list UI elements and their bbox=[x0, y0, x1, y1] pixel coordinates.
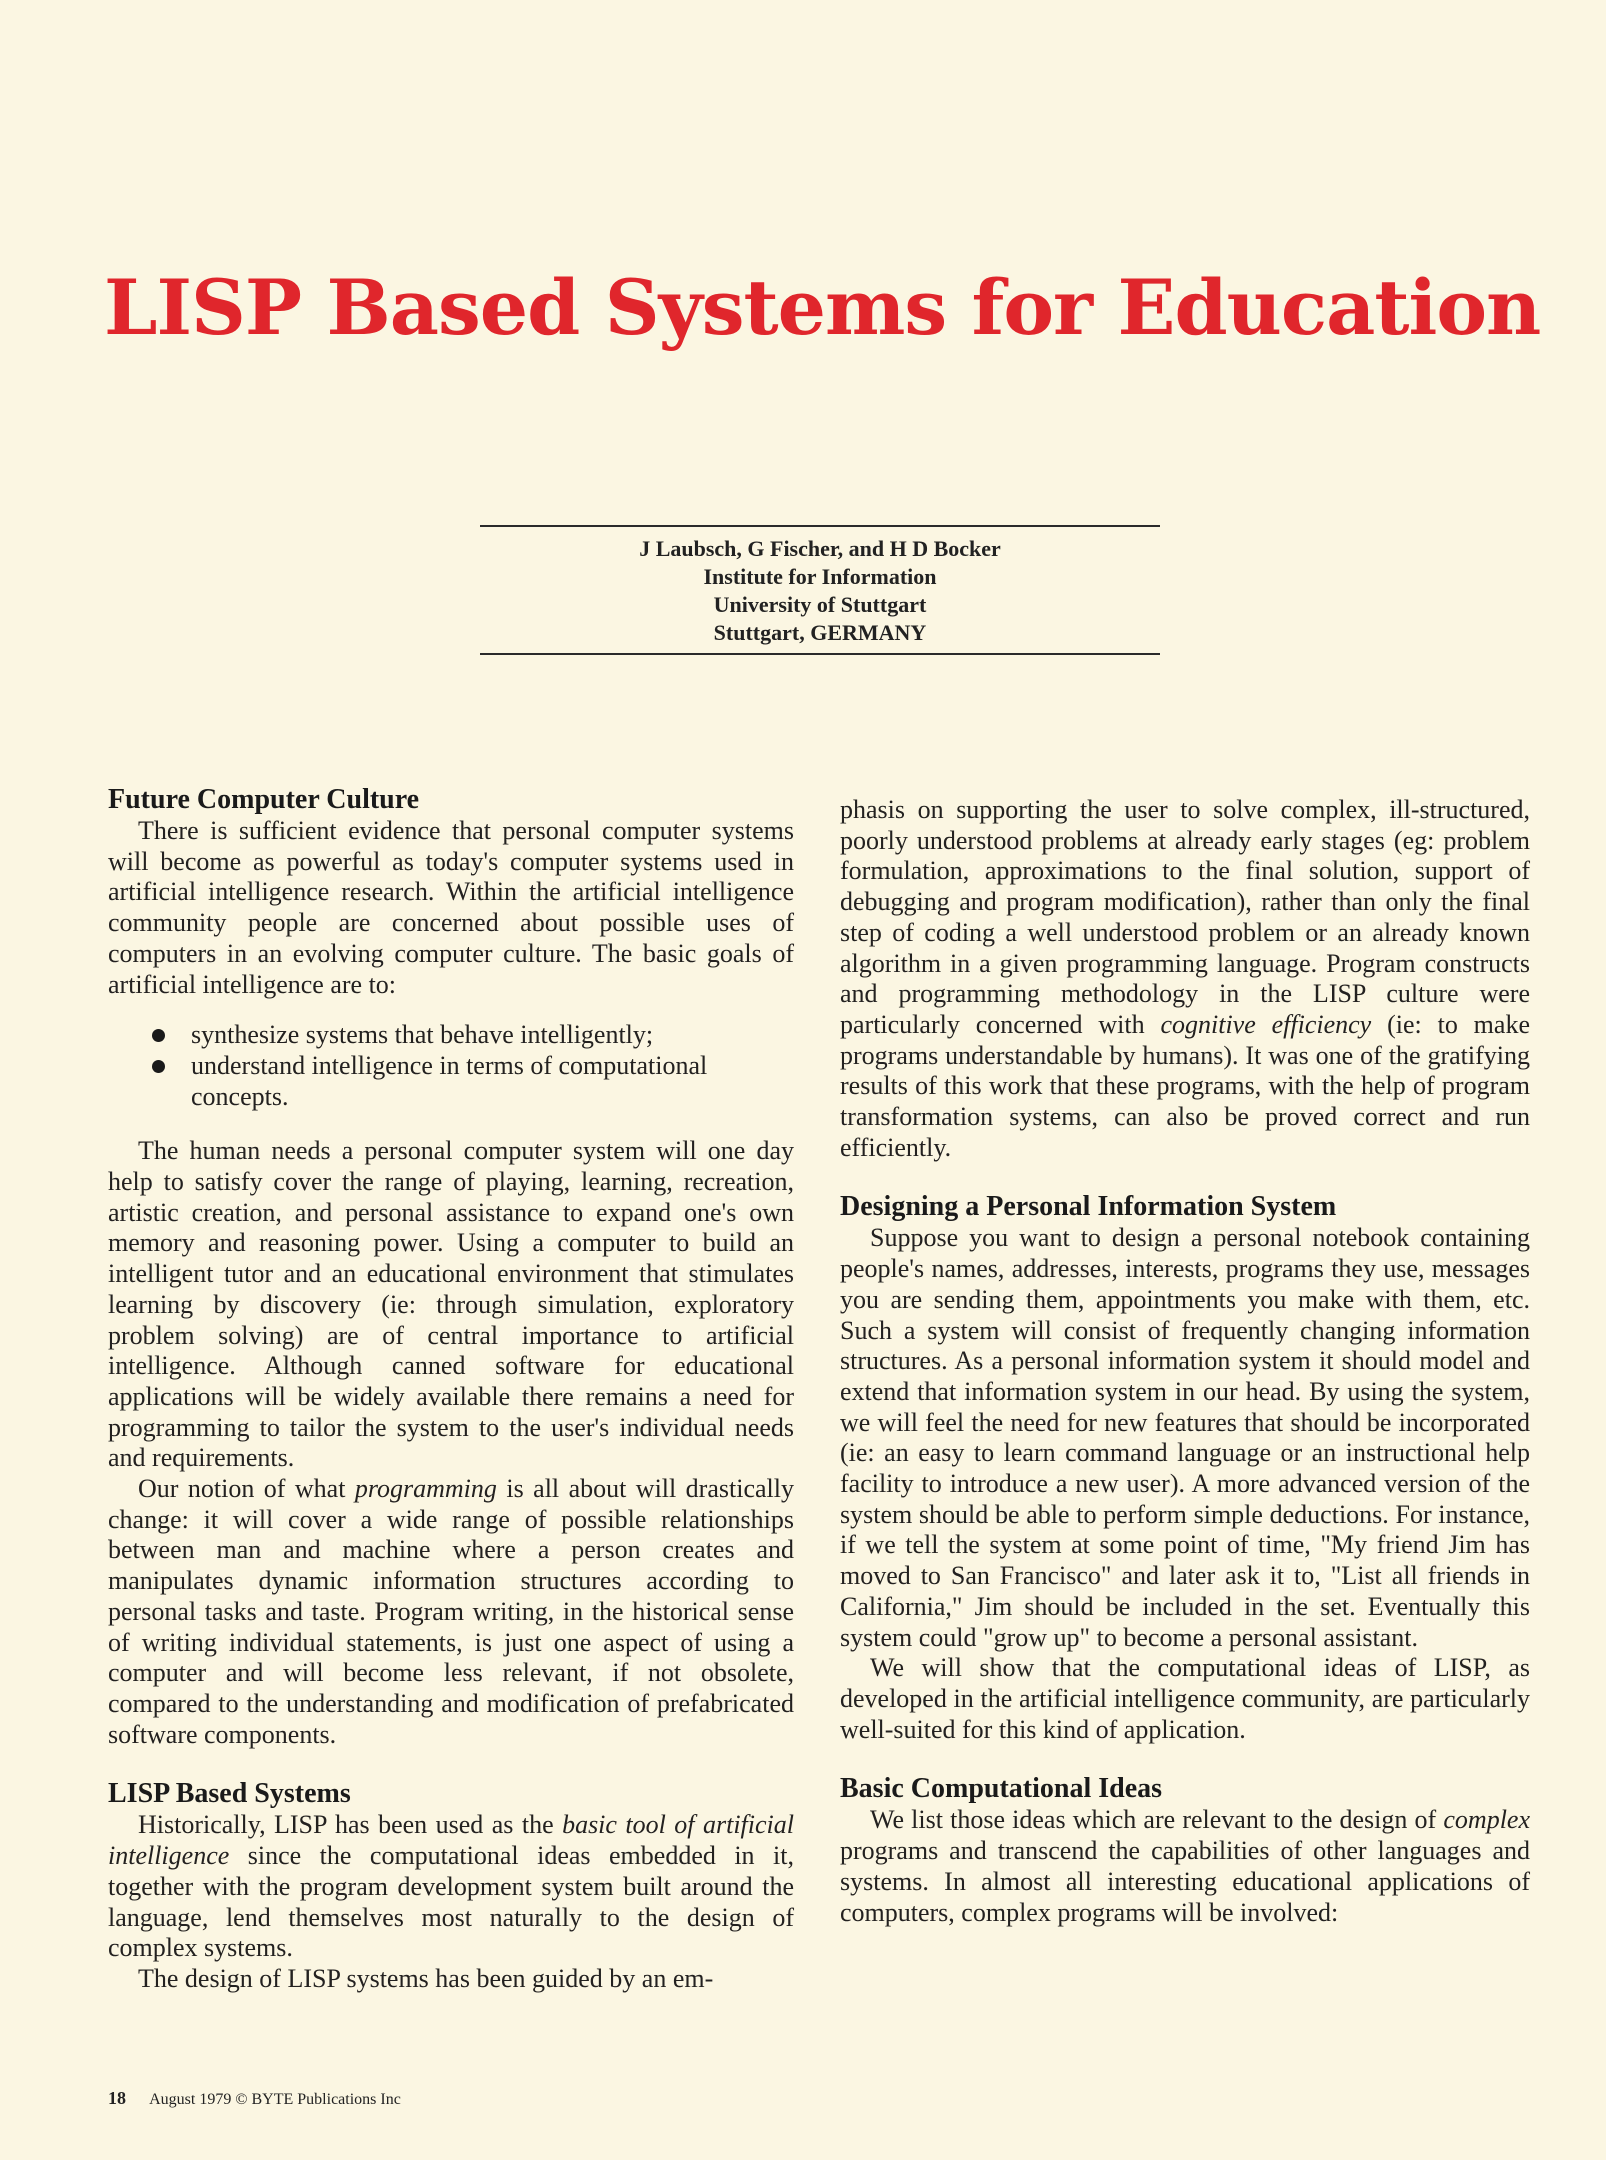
section-heading-basic-computational-ideas: Basic Computational Ideas bbox=[840, 1773, 1163, 1805]
bullet-icon bbox=[152, 1060, 165, 1073]
text-run: We list those ideas which are relevant to the design of bbox=[870, 1805, 1444, 1835]
text-run: Historically, LISP has been used as the bbox=[138, 1810, 563, 1840]
paragraph: The design of LISP systems has been guided by an em- bbox=[138, 1963, 714, 1993]
list-item bbox=[108, 1020, 794, 1051]
page-footer bbox=[108, 2088, 401, 2109]
byline-location: Stuttgart, GERMANY bbox=[713, 620, 927, 645]
right-column bbox=[840, 795, 1530, 1928]
article-title: LISP Based Systems for Education bbox=[104, 263, 1541, 352]
section-heading-lisp-based-systems: LISP Based Systems bbox=[108, 1778, 351, 1810]
byline-authors: J Laubsch, G Fischer, and H D Bocker bbox=[639, 536, 1001, 561]
paragraph bbox=[108, 1810, 794, 1964]
paragraph bbox=[840, 795, 1530, 1163]
text-run: is all about will drastically change: it will cover a wide range of possible relationships between man and machine where a person creates and manipulates dynamic information structures according to personal tasks and taste. Program writing, in the historical sense of writing individual statements, is just one aspect of using a computer and will become less relevant, if not obsolete, compared to the understanding and modification of prefabricated software components. bbox=[108, 1474, 794, 1749]
paragraph: The human needs a personal computer system will one day help to satisfy cover the range of playing, learning, recreation, artistic creation, and personal assistance to expand one's own memory and reasoning power. Using a computer to build an intelligent tutor and an educational environment that stimulates learning by discovery (ie: through simulation, exploratory problem solving) are of central importance to artificial intelligence. Although canned software for educational applications will be widely available there remains a need for programming to tailor the system to the user's individual needs and requirements. bbox=[108, 1136, 794, 1473]
emphasis-text: cognitive efficiency bbox=[1160, 1009, 1372, 1039]
list-item bbox=[108, 1051, 794, 1112]
list-item-text: understand intelligence in terms of computational concepts. bbox=[191, 1050, 708, 1111]
left-column bbox=[108, 784, 794, 1995]
paragraph: There is sufficient evidence that personal computer systems will become as powerful as today's computer systems used in artificial intelligence research. Within the artificial intelligence community people are concerned about possible uses of computers in an evolving computer culture. The basic goals of artificial intelligence are to: bbox=[108, 816, 794, 999]
byline-university: University of Stuttgart bbox=[713, 592, 927, 617]
paragraph: We will show that the computational ideas of LISP, as developed in the artificial intelligence community, are particularly well-suited for this kind of application. bbox=[840, 1653, 1530, 1744]
emphasis-text: basic tool of artificial intelligence bbox=[108, 1810, 794, 1871]
byline-block bbox=[480, 525, 1160, 655]
section-heading-personal-information-system: Designing a Personal Information System bbox=[840, 1191, 1337, 1223]
paragraph bbox=[108, 1474, 794, 1750]
byline-institute: Institute for Information bbox=[703, 564, 937, 589]
text-run: Our notion of what bbox=[138, 1474, 355, 1504]
paragraph bbox=[840, 1805, 1530, 1928]
page-number: 18 bbox=[108, 2088, 126, 2108]
text-run: phasis on supporting the user to solve complex, ill-structured, poorly understood problems at already early stages (eg: problem formulation, approximations to the final solution, support of debugging and program modification), rather than only the final step of coding a well understood problem or an already known algorithm in a given programming language. Program constructs and programming methodology in the LISP culture were particularly concerned with bbox=[840, 795, 1530, 1039]
text-run: (ie: to make programs understandable by humans). It was one of the gratifying results of this work that these programs, with the help of program transformation systems, can also be proved correct and run efficiently. bbox=[840, 1009, 1530, 1162]
list-item-text: synthesize systems that behave intelligently; bbox=[191, 1020, 654, 1050]
text-run: since the computational ideas embedded in it, together with the program development system built around the language, lend themselves most naturally to the design of complex systems. bbox=[108, 1841, 794, 1963]
bullet-icon bbox=[152, 1029, 165, 1042]
bullet-list bbox=[108, 1020, 794, 1112]
text-run: programs and transcend the capabilities of other languages and systems. In almost all interesting educational applications of computers, complex programs will be involved: bbox=[840, 1836, 1530, 1927]
paragraph: Suppose you want to design a personal notebook containing people's names, addresses, interests, programs they use, messages you are sending them, appointments you make with them, etc. Such a system will consist of frequently changing information structures. As a personal information system it should model and extend that information system in our head. By using the system, we will feel the need for new features that should be incorporated (ie: an easy to learn command language or an instructional help facility to introduce a new user). A more advanced version of the system should be able to perform simple deductions. For instance, if we tell the system at some point of time, "My friend Jim has moved to San Francisco" and later ask it to, "List all friends in California," Jim should be included in the set. Eventually this system could "grow up" to become a personal assistant. bbox=[840, 1223, 1530, 1652]
section-heading-future-computer-culture: Future Computer Culture bbox=[108, 784, 420, 815]
emphasis-text: complex bbox=[1443, 1805, 1530, 1835]
emphasis-text: programming bbox=[354, 1474, 497, 1504]
footer-credit: August 1979 © BYTE Publications Inc bbox=[149, 2091, 401, 2108]
